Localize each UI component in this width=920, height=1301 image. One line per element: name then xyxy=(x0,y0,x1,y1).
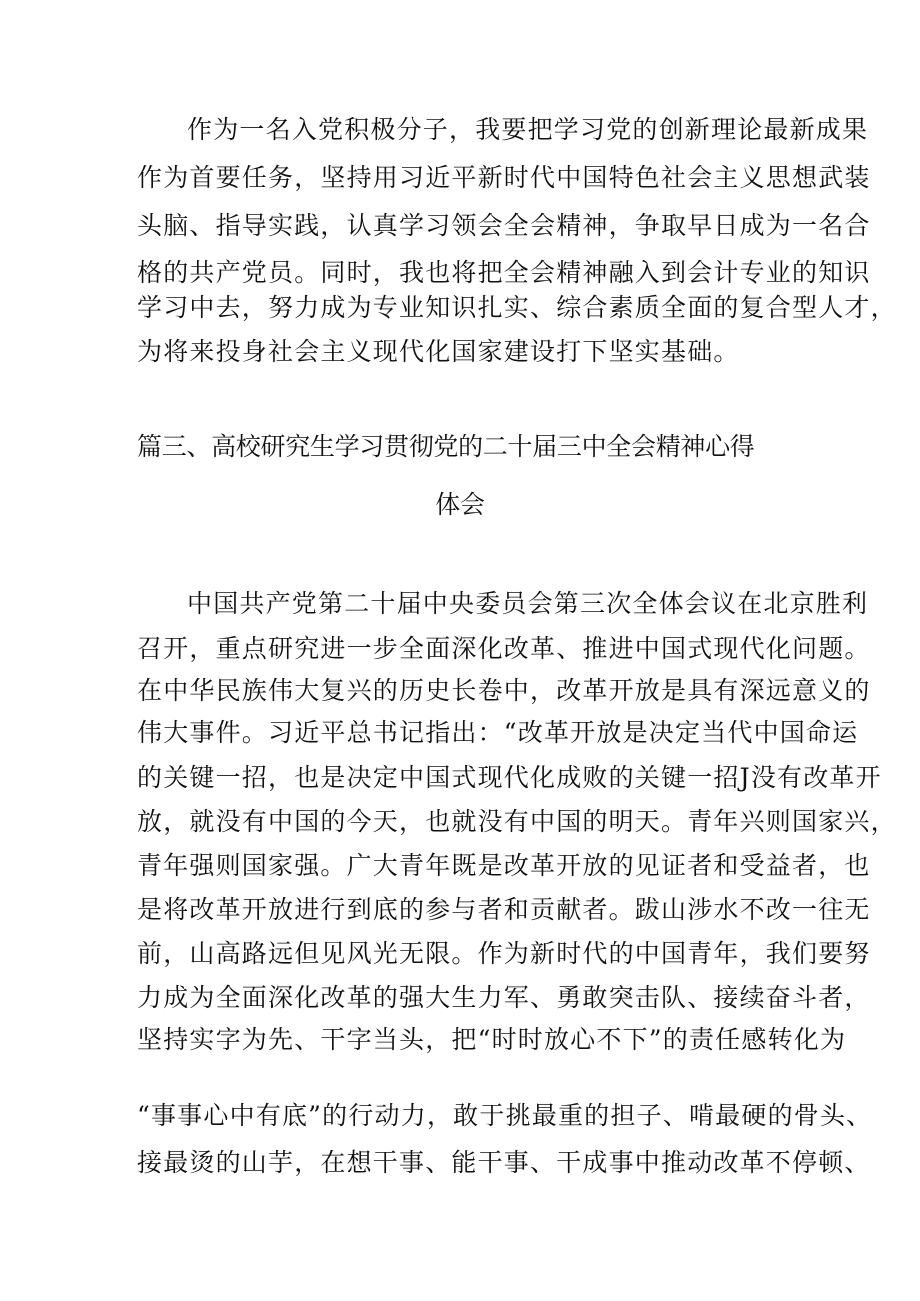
text-line: 的关键一招，也是决定中国式现代化成败的关键一招J没有改革开 xyxy=(137,763,882,792)
text-line: 头脑、指导实践，认真学习领会全会精神，争取早日成为一名合 xyxy=(137,211,871,240)
text-line: 青年强则国家强。广大青年既是改革开放的见证者和受益者，也 xyxy=(137,851,871,880)
text-line: 坚持实字为先、干字当头，把“时时放心不下”的责任感转化为 xyxy=(137,1025,847,1054)
text-line: 中国共产党第二十届中央委员会第三次全体会议在北京胜利 xyxy=(187,589,869,618)
text-line: 力成为全面深化改革的强大生力军、勇敢突击队、接续奋斗者， xyxy=(137,983,871,1012)
text-line: 是将改革开放进行到底的参与者和贡献者。跋山涉水不改一往无 xyxy=(137,895,871,924)
text-line: 作为首要任务，坚持用习近平新时代中国特色社会主义思想武装 xyxy=(137,163,871,192)
text-line: 放，就没有中国的今天，也就没有中国的明天。青年兴则国家兴， xyxy=(137,807,897,836)
text-line: 接最烫的山芋，在想干事、能干事、干成事中推动改革不停顿、 xyxy=(137,1148,871,1177)
text-line: 学习中去，努力成为专业知识扎实、综合素质全面的复合型人才， xyxy=(137,293,897,322)
text-line: 前，山高路远但见风光无限。作为新时代的中国青年，我们要努 xyxy=(137,939,871,968)
text-line: 格的共产党员。同时，我也将把全会精神融入到会计专业的知识 xyxy=(137,258,871,287)
section-heading-line-2: 体会 xyxy=(435,490,485,519)
text-line: 为将来投身社会主义现代化国家建设打下坚实基础。 xyxy=(137,337,740,366)
text-line: 召开，重点研究进一步全面深化改革、推进中国式现代化问题。 xyxy=(137,634,871,663)
text-line: 作为一名入党积极分子，我要把学习党的创新理论最新成果 xyxy=(187,115,869,144)
text-line: “事事心中有底”的行动力，敢于挑最重的担子、啃最硬的骨头、 xyxy=(137,1101,873,1130)
text-line: 伟大事件。习近平总书记指出：“改革开放是决定当代中国命运 xyxy=(137,718,859,747)
text-line: 在中华民族伟大复兴的历史长卷中，改革开放是具有深远意义的 xyxy=(137,676,871,705)
section-heading-line-1: 篇三、高校研究生学习贯彻党的二十届三中全会精神心得 xyxy=(137,432,755,461)
